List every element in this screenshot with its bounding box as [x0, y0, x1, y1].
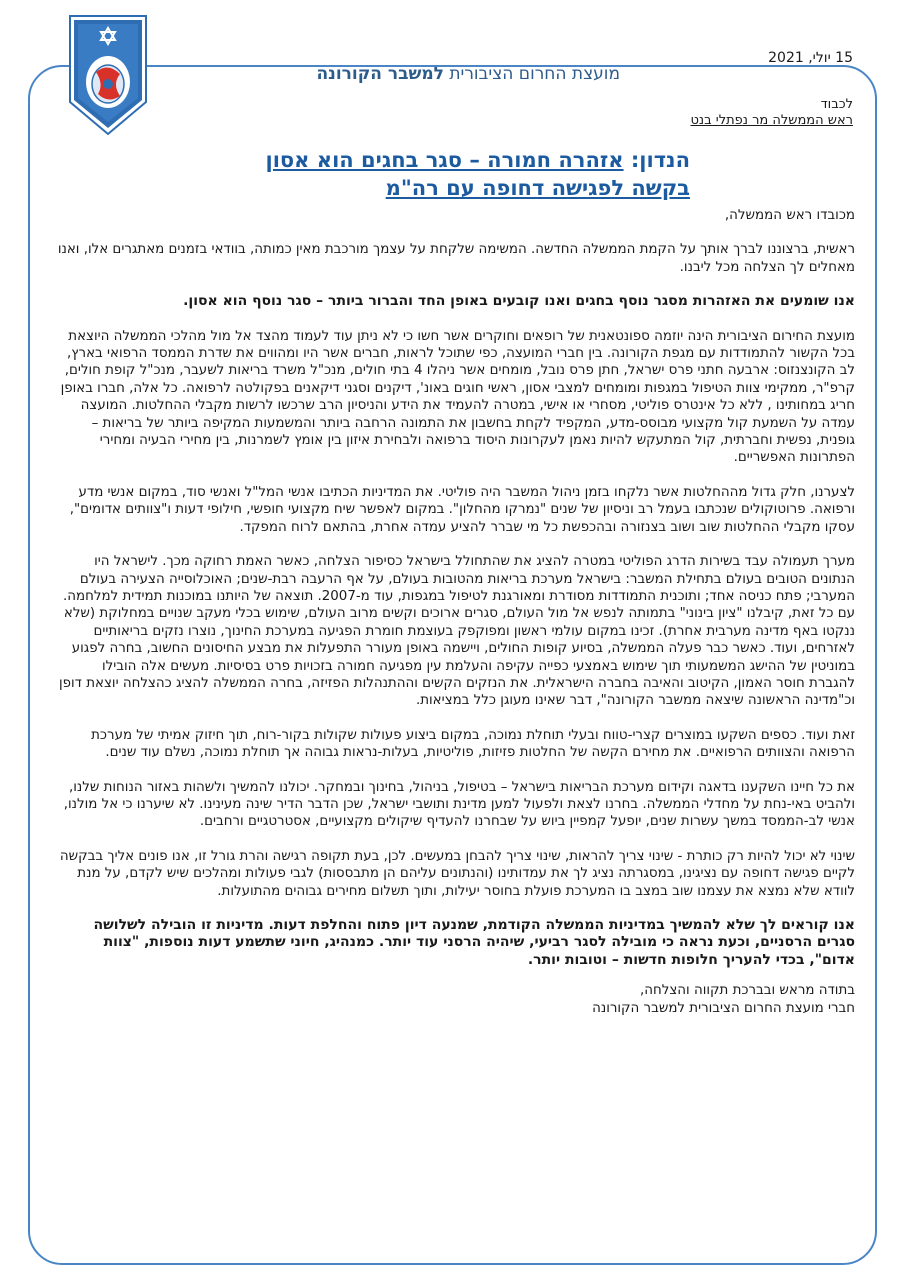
- shield-logo: [68, 14, 148, 136]
- paragraph-2-emphasis: אנו שומעים את האזהרות מסגר נוסף בחגים ואנו קובעים באופן החד והברור ביותר – סגר נוסף הוא אסון.: [183, 293, 855, 310]
- addressee-block: [691, 97, 854, 129]
- addressee-honorific: לכבוד: [820, 97, 853, 112]
- paragraph-8: שינוי לא יכול להיות רק כותרת - שינוי צריך להראות, שינוי צריך להבחן במעשים. לכן, בעת תקופה רגישה והרת גורל זו, אנו פונים אליך בבקשה לקיים פגישה דחופה עם נציגינו, במסגרתה נציג לך את עמדותינו (והנתונים עליהם הן מתבססות) לגבי פעולות ומהלכים שיש לקדם, על מנת לוודא שלא נמצא את עצמנו שוב במצב בו המערכת פועלת בחוסר יעילות, ותוך תשלום מחירים גבוהים מהתועלות.: [59, 848, 855, 899]
- letter-date: 15 יולי, 2021: [768, 50, 853, 66]
- paragraph-7: את כל חיינו השקענו בדאגה וקידום מערכת הבריאות בישראל – בטיפול, בניהול, בחינוך ובמחקר. יכולנו להמשיך ולשהות באזור הנוחות שלנו, ולהביט באי-נחת על מחדלי הממשלה. בחרנו לצאת ולפעול למען מדינת ותושבי ישראל, שכן הדבר הדיר שינה מעינינו. לא שיערנו כי אל מולנו, אנשי לב-הממסד במשך עשרות שנים, יופעל קמפיין ביוש על שבחרנו להעדיף שיקולים מקצועיים, אסטרטגיים ורחבים.: [63, 779, 855, 830]
- letter-body: [55, 207, 855, 1017]
- organization-title: [270, 64, 620, 84]
- addressee-name: ראש הממשלה מר נפתלי בנט: [690, 113, 853, 128]
- organization-name: מועצת החרום הציבורית: [449, 64, 620, 84]
- organization-name-emphasis: למשבר הקורונה: [316, 64, 444, 84]
- paragraph-1: ראשית, ברצוננו לברך אותך על הקמת הממשלה החדשה. המשימה שלקחת על עצמך מורכבת מאין כמותה, בוודאי בזמנים מאתגרים אלו, ואנו מאחלים לך הצלחה מכל ליבנו.: [57, 242, 855, 275]
- salutation: מכובדו ראש הממשלה,: [724, 208, 855, 223]
- paragraph-6: זאת ועוד. כספים השקעו במוצרים קצרי-טווח ובעלי תוחלת נמוכה, במקום ביצוע פעולות שקולות בקור-רוח, תוך חיזוק אמיתי של מערכת הרפואה והצוותים הרפואיים. את מחירם הקשה של החלטות פזיזות, פוליטיות, בעלות-נראות גבוהה אך תוחלת נמוכה, נשלם עוד שנים.: [91, 727, 855, 761]
- subject-line-1: [215, 146, 690, 174]
- paragraph-4: לצערנו, חלק גדול מההחלטות אשר נלקחו בזמן ניהול המשבר היה פוליטי. את המדיניות הכתיבו אנשי המל"ל ואנשי סוד, במקום אנשי מדע ורפואה. פרוטוקולים שנכתבו בעמל רב וניסיון של שנים "נמרקו מהחלון". במקום לאפשר שיח מקצועי חופשי, חילופי דעות ו"צוותים אדומים", עסקו מקבלי ההחלטות שוב ושוב בצנזורה ובהכפשת כל מי שברר להציע עמדה אחרת, בהתאם לרוח המפקד.: [69, 484, 855, 535]
- subject-line-2: בקשה לפגישה דחופה עם רה"מ: [385, 176, 690, 200]
- paragraph-9-emphasis: אנו קוראים לך שלא להמשיך במדיניות הממשלה הקודמת, שמנעה דיון פתוח והחלפת דעות. מדיניות זו הובילה לשלושה סגרים הרסניים, וכעת נראה כי מובילה לסגר רביעי, שיהיה הרסני עוד יותר. כמנהיג, חיוני שתשמע דעות נוספות, "צוות אדום", בכדי להעריך חלופות חדשות – וטובות יותר.: [93, 917, 855, 968]
- subject-heading: [215, 146, 690, 202]
- subject-prefix: הנדון:: [630, 148, 690, 172]
- paragraph-5: מערך תעמולה עבד בשירות הדרג הפוליטי במטרה להציג את שהתחולל בישראל כסיפור הצלחה, כאשר האמת רחוקה מכך. לישראל היו הנתונים הטובים בעולם בתחילת המשבר: בישראל מערכת בריאות מהטובות בעולם, על אף הרעבה רבת-שנים; האוכלוסייה הצעירה בעולם המערבי; פתח כניסה אחד; ותוכנית התמודדות מסודרת ומאורגנת לטיפול במגפות, עוד מ-2007. תוצאה של היותנו במוכנות תמידית למלחמה. עם כל זאת, קיבלנו "ציון בינוני" בתמותה לנפש אל מול העולם, סגרים ארוכים וקשים מרוב העולם, שימוש בכלי מעקב שנויים במחלוקת (שלא ננקטו באף מדינה מערבית אחרת). זכינו במקום עולמי ראשון ומפוקפק בעוצמת חומרת הפגיעה במערכת החינוך, נוצרו נזקים בריאותיים לאזרחים, ועוד. כאשר כבר פעלה הממשלה, בסיוע קופות החולים, ויישמה באופן מעורר התפעלות את מבצע החיסונים החשוב, בחרה לפגוע במוניטין של ההישג המשמעותי תוך שימוש באמצעי כפייה עקיפה והעלמת עין מפגיעה חמורה בזכויות פרט בסיסיות. מעשים אלה הובילו להגברת חוסר האמון, הקיטוב והאיבה בחברה הישראלית. את הנזקים הקשים וההתנהלות הפזיזה, בחרה הממשלה להציג כהצלחה יוצאת דופן וכ"מדינה הראשונה שיצאה ממשבר הקורונה", דבר שאינו מעוגן כלל במציאות.: [59, 554, 855, 709]
- paragraph-3: מועצת החירום הציבורית הינה יוזמה ספונטאנית של רופאים וחוקרים אשר חשו כי לא ניתן עוד לעמוד מהצד אל מול מהלכי הממשלה היוצאת בכל הקשור להתמודדות עם מגפת הקורונה. בין חברי המועצה, כפי שתוכל לראות, חברים אשר היו ומהווים את שדרת הממסד הרפואי בארץ, לב הקונצנזוס: ארבעה חתני פרס ישראל, חתן פרס נובל, מומחים אשר ניהלו 4 בתי חולים, מנכ"ל משרד בריאות לשעבר, מנכ"ל קופת חולים, קרפ"ר, ממקימי צוות הטיפול במגפות ומומחים למצבי אסון, ראשי חוגים באונ', דיקנים וסגני דיקאנים בפקולטה לרפואה. כל אלה, חברו באופן חריג במחותינו , ללא כל אינטרס פוליטי, מסחרי או אישי, במטרה להעמיד את הידע והניסיון הרב שרכשו לרשות מקבלי ההחלטות. המועצה עמדה על השמעת קול מקצועי מבוסס-מדע, המקפיד לקחת בחשבון את התמונה הרחבה ביותר והמשמעות המקיפה ביותר של בריאות – גופנית, נפשית וחברתית, קול המתעקש להיות נאמן לעקרונות היסוד ברפואה ולבחירת איזון בין אומץ לשמרנות, בין מחירי הבעיה ומחירי הפתרונות האפשריים.: [60, 328, 855, 466]
- closing-line: בתודה מראש ובברכת תקווה והצלחה,: [640, 983, 855, 999]
- signature-line: חברי מועצת החרום הציבורית למשבר הקורונה: [592, 1000, 855, 1016]
- subject-title: אזהרה חמורה – סגר בחגים הוא אסון: [265, 148, 624, 172]
